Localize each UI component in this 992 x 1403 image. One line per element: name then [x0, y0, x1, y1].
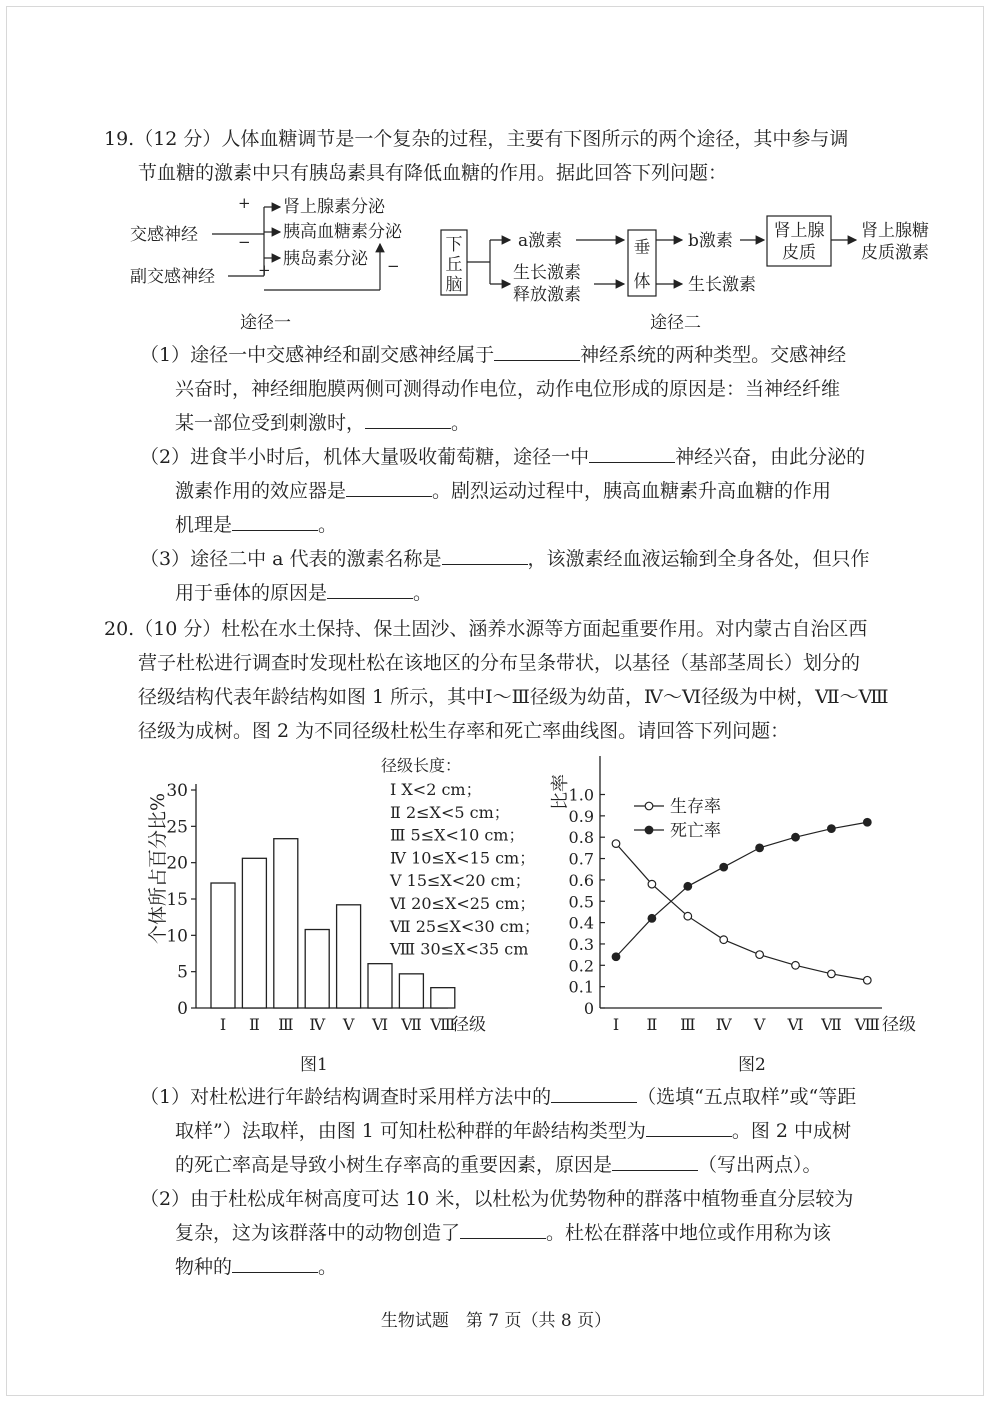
q20-s1-line2 — [175, 1114, 851, 1148]
q19-s2-f: 。 — [318, 514, 338, 536]
legend-marker — [645, 802, 653, 810]
y-tick-label: 20 — [166, 853, 188, 874]
x-axis-label: 径级 — [452, 1015, 486, 1035]
x-tick-label: Ⅵ — [371, 1015, 389, 1034]
data-point — [612, 840, 620, 848]
q20-s2-b: 复杂，这为该群落中的动物创造了 — [175, 1222, 461, 1244]
q19-intro-line2: 节血糖的激素中只有胰岛素具有降低血糖的作用。据此回答下列问题： — [138, 162, 728, 184]
y-tick-label: 0.2 — [568, 956, 594, 976]
data-point — [684, 883, 692, 891]
hypothalamus-char3: 脑 — [445, 275, 463, 295]
x-tick-label: Ⅳ — [715, 1015, 732, 1034]
q19-s1-e: 。 — [451, 412, 471, 434]
plus-sign-1: + — [238, 194, 251, 212]
x-tick-label: Ⅴ — [342, 1015, 355, 1034]
data-point — [864, 818, 872, 826]
ghrh-line1: 生长激素 — [513, 263, 581, 283]
q20-line4: 径级为成树。图 2 为不同径级杜松生存率和死亡率曲线图。请回答下列问题： — [138, 720, 790, 742]
diameter-legend-title: 径级长度： — [381, 756, 462, 775]
q20-s2-c: 。杜松在群落中地位或作用称为该 — [546, 1222, 832, 1244]
x-tick-label: Ⅲ — [680, 1015, 696, 1034]
page-footer: 生物试题 第 7 页（共 8 页） — [380, 1311, 612, 1331]
answer-blank[interactable] — [646, 1116, 732, 1137]
data-point — [864, 976, 872, 984]
diameter-legend-item: Ⅵ 20≤X<25 cm； — [390, 894, 536, 913]
q19-s1-line2: 兴奋时，神经细胞膜两侧可测得动作电位，动作电位形成的原因是：当神经纤维 — [175, 378, 841, 400]
q19-s1-b: 神经系统的两种类型。交感神经 — [580, 344, 847, 366]
y-tick-label: 5 — [177, 962, 188, 983]
q19-s3-d: 。 — [413, 582, 433, 604]
x-tick-label: Ⅷ — [430, 1015, 456, 1034]
q20-s1-line1 — [140, 1080, 856, 1114]
x-tick-label: Ⅳ — [309, 1015, 326, 1034]
diameter-legend-item: Ⅳ 10≤X<15 cm； — [390, 848, 536, 868]
gh-label: 生长激素 — [688, 275, 756, 295]
y-tick-label: 0 — [177, 999, 188, 1019]
diameter-legend-item: Ⅷ 30≤X<35 cm — [390, 939, 529, 959]
q19-s3-c: 用于垂体的原因是 — [175, 582, 328, 604]
data-point — [792, 833, 800, 841]
series-line-1 — [616, 844, 867, 981]
minus-sign-1: − — [238, 233, 251, 251]
y-tick-label: 15 — [166, 890, 188, 910]
y-axis-label: 个体所占百分比% — [147, 792, 169, 944]
x-tick-label: Ⅱ — [248, 1015, 260, 1034]
x-tick-label: Ⅶ — [821, 1015, 842, 1034]
q20-s1-f: （写出两点）。 — [698, 1154, 822, 1176]
cortisol-line1: 肾上腺糖 — [861, 221, 929, 241]
y-tick-label: 0.9 — [568, 806, 594, 826]
y-tick-label: 0.1 — [568, 977, 594, 997]
q20-s2-line1: （2）由于杜松成年树高度可达 10 米，以杜松为优势物种的群落中植物垂直分层较为 — [140, 1188, 854, 1210]
diameter-legend-item: Ⅲ 5≤X<10 cm； — [390, 825, 525, 845]
y-tick-label: 1.0 — [568, 785, 594, 805]
x-tick-label: Ⅶ — [401, 1015, 422, 1034]
y-tick-label: 25 — [166, 817, 188, 838]
y-tick-label: 0 — [583, 999, 594, 1018]
y-tick-label: 0.6 — [568, 870, 594, 890]
data-point — [756, 844, 764, 852]
answer-blank[interactable] — [460, 1218, 546, 1239]
data-point — [756, 951, 764, 959]
data-point — [828, 970, 836, 978]
cortex-line2: 皮质 — [782, 243, 816, 263]
answer-blank[interactable] — [232, 1252, 318, 1273]
x-tick-label: Ⅲ — [278, 1015, 294, 1034]
hypothalamus-char2: 丘 — [445, 255, 463, 275]
y-tick-label: 10 — [166, 926, 188, 947]
diameter-legend-item: Ⅱ 2≤X<5 cm； — [390, 802, 510, 822]
answer-blank[interactable] — [551, 1082, 637, 1103]
cortisol-line2: 皮质激素 — [861, 243, 929, 263]
data-point — [720, 863, 728, 871]
q20-s1-c: 取样”）法取样，由图 1 可知杜松种群的年龄结构类型为 — [175, 1120, 646, 1142]
data-point — [792, 962, 800, 970]
figure-2-caption: 图2 — [738, 1055, 766, 1075]
data-point — [828, 825, 836, 833]
x-tick-label: Ⅰ — [612, 1015, 620, 1034]
legend-label: 生存率 — [670, 797, 721, 817]
x-tick-label: Ⅰ — [219, 1015, 227, 1034]
y-tick-label: 0.3 — [568, 934, 594, 954]
q19-s2-e: 机理是 — [175, 514, 233, 536]
legend-label: 死亡率 — [670, 821, 721, 841]
q20-s2-d: 物种的 — [175, 1256, 233, 1278]
hypothalamus-char1: 下 — [445, 235, 463, 255]
q20-line2: 营子杜松进行调查时发现杜松在该地区的分布呈条带状，以基径（基部茎周长）划分的 — [138, 652, 861, 674]
path-one-caption: 途径一 — [240, 313, 291, 333]
q20-s1-a: （1）对杜松进行年龄结构调查时采用样方法中的 — [140, 1086, 552, 1108]
data-point — [684, 912, 692, 920]
ghrh-line2: 释放激素 — [513, 285, 581, 305]
adrenaline-label: 肾上腺素分泌 — [283, 197, 385, 217]
data-point — [648, 880, 656, 888]
x-axis-label: 径级 — [882, 1015, 916, 1035]
data-point — [648, 915, 656, 923]
answer-blank[interactable] — [612, 1150, 698, 1171]
pituitary-char2: 体 — [633, 272, 651, 292]
x-tick-label: Ⅴ — [753, 1015, 766, 1034]
path-two-caption: 途径二 — [650, 313, 701, 333]
sympathetic-label: 交感神经 — [130, 225, 198, 245]
diameter-legend-item: Ⅴ 15≤X<20 cm； — [390, 871, 531, 891]
q19-intro-line1: 19.（12 分）人体血糖调节是一个复杂的过程，主要有下图所示的两个途径，其中参与调 — [104, 128, 849, 150]
glucagon-label: 胰高血糖素分泌 — [283, 222, 402, 242]
data-point — [612, 953, 620, 961]
minus-sign-2: − — [387, 257, 400, 275]
q20-s2-line2 — [175, 1216, 831, 1250]
y-axis-label: 比率 — [550, 774, 571, 810]
y-tick-label: 0.7 — [568, 849, 594, 869]
diameter-legend-item: Ⅰ X<2 cm； — [390, 780, 482, 799]
q19-s2-b: 神经兴奋，由此分泌的 — [675, 446, 866, 468]
data-point — [720, 936, 728, 944]
x-tick-label: Ⅷ — [854, 1015, 880, 1034]
y-tick-label: 0.8 — [568, 828, 594, 848]
insulin-label: 胰岛素分泌 — [283, 249, 368, 269]
parasympathetic-label: 副交感神经 — [130, 267, 215, 287]
q20-s1-line3 — [175, 1148, 822, 1182]
diameter-legend-item: Ⅶ 25≤X<30 cm； — [390, 916, 540, 936]
a-hormone-label: a激素 — [518, 231, 563, 251]
legend-marker — [645, 826, 653, 834]
figure-1-caption: 图1 — [300, 1055, 328, 1075]
q20-s1-e: 的死亡率高是导致小树生存率高的重要因素，原因是 — [175, 1154, 613, 1176]
q20-s2-line3 — [175, 1250, 337, 1284]
q20-line3: 径级结构代表年龄结构如图 1 所示，其中Ⅰ～Ⅲ径级为幼苗，Ⅳ～Ⅵ径级为中树，Ⅶ～Ⅷ — [138, 686, 889, 708]
q19-s3-a: （3）途径二中 a 代表的激素名称是 — [140, 548, 442, 570]
y-tick-label: 0.5 — [568, 892, 594, 912]
q19-s2-d: 。剧烈运动过程中，胰高血糖素升高血糖的作用 — [432, 480, 832, 502]
q19-s1-d: 某一部位受到刺激时， — [175, 412, 366, 434]
q20-s2-e: 。 — [318, 1256, 338, 1278]
q20-line1: 20.（10 分）杜松在水土保持、保土固沙、涵养水源等方面起重要作用。对内蒙古自治区西 — [104, 618, 868, 640]
y-tick-label: 30 — [166, 781, 188, 801]
q20-s1-d: 。图 2 中成树 — [731, 1120, 852, 1142]
x-tick-label: Ⅱ — [646, 1015, 658, 1034]
plus-sign-2: + — [258, 261, 271, 279]
x-tick-label: Ⅵ — [787, 1015, 804, 1034]
q19-s2-a: （2）进食半小时后，机体大量吸收葡萄糖，途径一中 — [140, 446, 590, 468]
b-hormone-label: b激素 — [688, 231, 733, 251]
q20-s1-b: （选填“五点取样”或“等距 — [637, 1086, 857, 1108]
q19-s1-a: （1）途径一中交感神经和副交感神经属于 — [140, 344, 495, 366]
q19-s2-c: 激素作用的效应器是 — [175, 480, 347, 502]
pituitary-char1: 垂 — [633, 238, 651, 258]
cortex-line1: 肾上腺 — [773, 221, 825, 241]
y-tick-label: 0.4 — [568, 913, 594, 933]
series-line-2 — [616, 822, 867, 957]
q19-s3-b: ，该激素经血液运输到全身各处，但只作 — [527, 548, 870, 570]
